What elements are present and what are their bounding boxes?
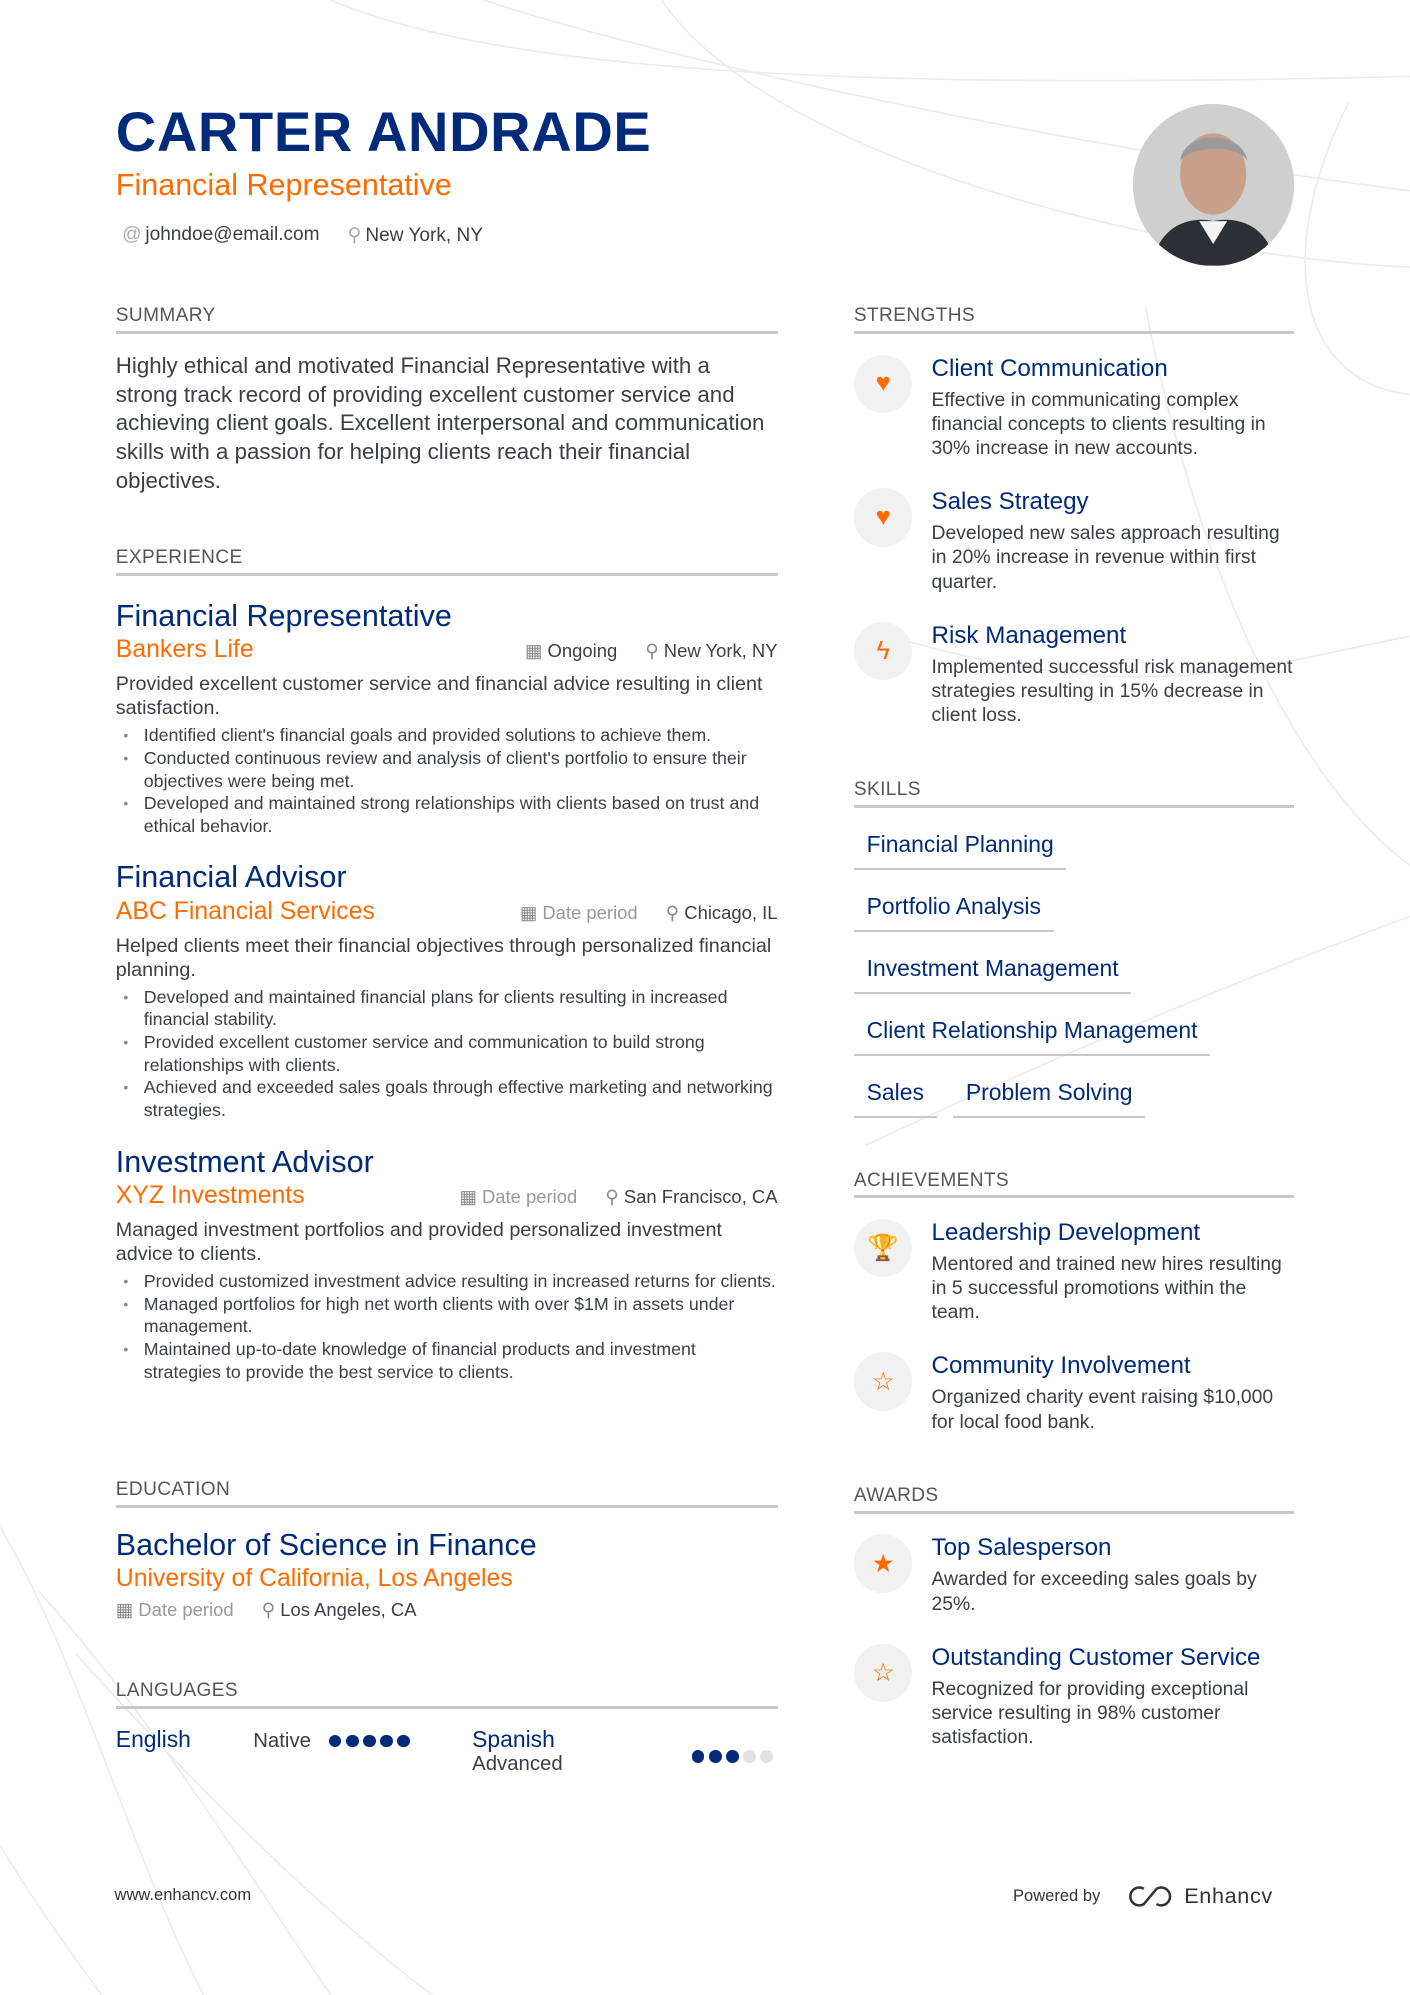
left-column	[116, 305, 778, 495]
job-location: New York, NY	[663, 640, 778, 662]
enhancv-brand: Enhancv	[1184, 1883, 1273, 1909]
language-level: Advanced	[472, 1753, 563, 1776]
proficiency-dots	[329, 1726, 415, 1753]
location: ⚲ New York, NY	[347, 224, 484, 246]
company-name: ABC Financial Services	[115, 897, 375, 925]
experience-entry	[116, 1145, 778, 1384]
skill-tag: Financial Planning	[854, 825, 1067, 869]
awards-item	[854, 1644, 1294, 1750]
map-pin-icon: ⚲	[347, 224, 362, 246]
summary-text: Highly ethical and motivated Financial Representative with a strong track record of providing excellent customer service and achieving client goals. Excellent interpersonal and communication skills with a passion for helping clients reach their financial objectives.	[115, 353, 765, 493]
candidate-title: Financial Representative	[115, 167, 452, 202]
language-name: Spanish	[472, 1726, 555, 1753]
section-strengths-heading: STRENGTHS	[854, 305, 1294, 334]
skill-tag: Portfolio Analysis	[854, 888, 1054, 932]
candidate-name: CARTER ANDRADE	[115, 100, 652, 164]
company-name: XYZ Investments	[115, 1182, 305, 1210]
heart-icon: ♥	[854, 355, 913, 414]
section-languages-heading: LANGUAGES	[116, 1680, 778, 1709]
skill-tag: Investment Management	[854, 950, 1131, 994]
at-icon: @	[122, 223, 142, 245]
section-summary-heading: SUMMARY	[116, 305, 778, 334]
strengths-section	[854, 305, 1294, 755]
powered-by	[1013, 1883, 1273, 1909]
education-location: Los Angeles, CA	[280, 1598, 417, 1620]
skill-tag: Problem Solving	[953, 1074, 1145, 1118]
item-title: Sales Strategy	[931, 488, 1089, 516]
achievements-section	[854, 1170, 1294, 1462]
avatar	[1133, 104, 1295, 266]
section-awards-heading: AWARDS	[854, 1485, 1294, 1514]
job-title: Investment Advisor	[115, 1144, 374, 1179]
strengths-item	[854, 622, 1294, 728]
job-bullets	[116, 1270, 778, 1383]
language-level: Native	[253, 1730, 311, 1753]
bullet-item: • Achieved and exceeded sales goals through effective marketing and networking strategies.	[144, 1076, 778, 1121]
experience-section	[116, 547, 778, 1406]
job-date: Ongoing	[547, 640, 618, 662]
avatar-photo	[1133, 104, 1295, 266]
job-title: Financial Representative	[115, 598, 452, 633]
job-description: Managed investment portfolios and provided personalized investment advice to clients.	[115, 1218, 722, 1265]
item-description: Mentored and trained new hires resulting in 5 successful promotions within the team.	[931, 1252, 1282, 1324]
proficiency-dots	[692, 1742, 778, 1777]
bullet-item: • Developed and maintained strong relationships with clients based on trust and ethical behavior.	[144, 792, 778, 837]
item-title: Top Salesperson	[931, 1534, 1112, 1562]
job-date: Date period	[542, 901, 638, 923]
job-description: Provided excellent customer service and financial advice resulting in client satisfaction.	[115, 673, 763, 720]
education-section	[116, 1479, 778, 1621]
job-title: Financial Advisor	[115, 860, 347, 895]
item-title: Outstanding Customer Service	[931, 1643, 1261, 1671]
item-description: Recognized for providing exceptional service resulting in 98% customer satisfaction.	[931, 1677, 1249, 1749]
item-title: Community Involvement	[931, 1352, 1191, 1380]
job-description: Helped clients meet their financial objectives through personalized financial planning.	[115, 934, 772, 981]
star-badge-icon: ★	[854, 1534, 913, 1593]
strengths-item	[854, 488, 1294, 594]
job-date: Date period	[481, 1186, 578, 1208]
trophy-icon: 🏆	[854, 1219, 913, 1278]
experience-entry	[116, 599, 778, 838]
heart-icon: ♥	[854, 488, 913, 547]
star-outline-icon: ☆	[854, 1644, 913, 1703]
item-title: Client Communication	[931, 354, 1168, 382]
calendar-icon: ▦	[115, 1598, 134, 1620]
company-name: Bankers Life	[115, 636, 254, 664]
section-achievements-heading: ACHIEVEMENTS	[854, 1170, 1294, 1199]
achievements-item	[854, 1219, 1294, 1325]
bullet-item: • Provided excellent customer service and communication to build strong relationships with clients.	[144, 1031, 778, 1076]
skill-tag: Sales	[854, 1074, 937, 1118]
language-spanish	[472, 1726, 777, 1776]
language-name: English	[115, 1726, 191, 1753]
bullet-item: • Provided customized investment advice resulting in increased returns for clients.	[144, 1270, 778, 1293]
bullet-item: • Managed portfolios for high net worth clients with over $1M in assets under management.	[144, 1293, 778, 1338]
calendar-icon: ▦	[519, 901, 538, 923]
experience-entry	[116, 860, 778, 1121]
email[interactable]: @ johndoe@email.com	[122, 223, 320, 245]
website-link[interactable]: www.enhancv.com	[114, 1884, 252, 1904]
section-skills-heading: SKILLS	[854, 779, 1294, 808]
skill-tag: Client Relationship Management	[854, 1012, 1210, 1056]
calendar-icon: ▦	[459, 1186, 477, 1208]
degree: Bachelor of Science in Finance	[115, 1527, 537, 1562]
education-date: Date period	[138, 1598, 234, 1620]
lightning-icon: ϟ	[854, 622, 913, 681]
bullet-item: • Developed and maintained financial plans for clients resulting in increased financial stability.	[144, 986, 778, 1031]
awards-section	[854, 1485, 1294, 1777]
item-description: Awarded for exceeding sales goals by 25%.	[931, 1568, 1257, 1615]
powered-by-label: Powered by	[1012, 1886, 1101, 1906]
map-pin-icon: ⚲	[645, 640, 659, 662]
enhancv-logo-icon	[1126, 1885, 1174, 1908]
item-description: Organized charity event raising $10,000 for local food bank.	[931, 1386, 1274, 1433]
job-bullets	[116, 724, 778, 837]
section-experience-heading: EXPERIENCE	[116, 547, 778, 576]
language-english	[116, 1726, 472, 1776]
item-description: Effective in communicating complex financial concepts to clients resulting in 30% increase in new accounts.	[931, 388, 1266, 460]
achievements-item	[854, 1352, 1294, 1433]
section-education-heading: EDUCATION	[116, 1479, 778, 1508]
item-description: Developed new sales approach resulting in 20% increase in revenue within first quarter.	[931, 522, 1280, 593]
skills-section	[854, 779, 1294, 1136]
bullet-item: • Maintained up-to-date knowledge of financial products and investment strategies to provide the best service to clients.	[144, 1338, 778, 1383]
job-location: San Francisco, CA	[623, 1186, 778, 1208]
map-pin-icon: ⚲	[605, 1186, 619, 1208]
strengths-item	[854, 355, 1294, 461]
bullet-item: • Identified client's financial goals and provided solutions to achieve them.	[144, 724, 778, 747]
bullet-item: • Conducted continuous review and analysis of client's portfolio to ensure their objectives were being met.	[144, 747, 778, 792]
awards-item	[854, 1534, 1294, 1615]
contact-info	[122, 224, 483, 247]
item-title: Leadership Development	[931, 1218, 1201, 1246]
languages-section	[116, 1680, 778, 1777]
map-pin-icon: ⚲	[665, 901, 680, 923]
job-location: Chicago, IL	[684, 901, 778, 923]
job-bullets	[116, 986, 778, 1122]
calendar-icon: ▦	[525, 640, 543, 662]
item-title: Risk Management	[931, 621, 1127, 649]
school: University of California, Los Angeles	[115, 1565, 513, 1593]
star-outline-icon: ☆	[854, 1352, 913, 1411]
map-pin-icon: ⚲	[261, 1598, 276, 1620]
item-description: Implemented successful risk management strategies resulting in 15% decrease in client loss.	[931, 655, 1293, 727]
